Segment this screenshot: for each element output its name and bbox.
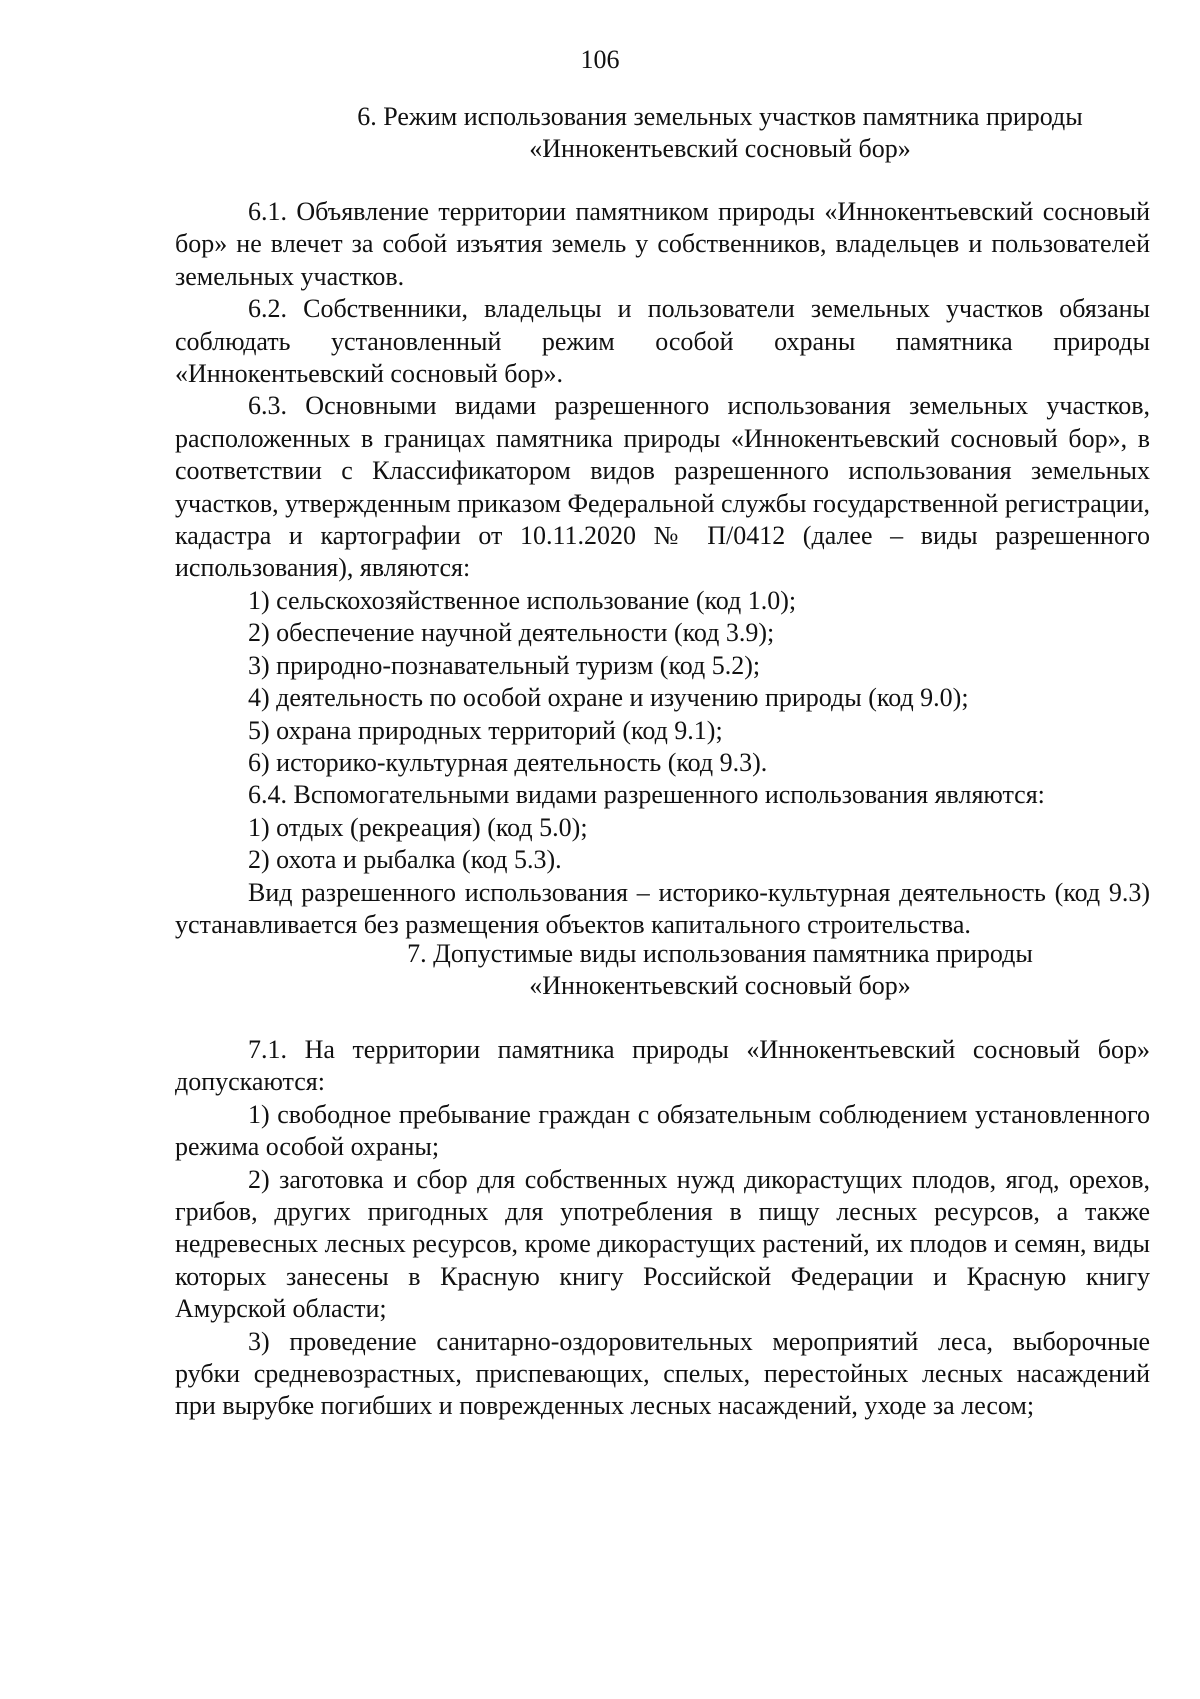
list-item-6-3-3: 3) природно-познавательный туризм (код 5.2); — [248, 650, 761, 680]
section-6-body — [175, 196, 1150, 941]
paragraph-6-1: 6.1. Объявление территории памятником природы «Иннокентьевский сосновый бор» не влечет за собой изъятия земель у собственников, владельцев и пользователей земельных участков. — [175, 197, 1150, 291]
paragraph-7-1: 7.1. На территории памятника природы «Иннокентьевский сосновый бор» допускаются: — [175, 1035, 1150, 1097]
list-item-6-4-2: 2) охота и рыбалка (код 5.3). — [248, 845, 562, 875]
paragraph-6-3: 6.3. Основными видами разрешенного использования земельных участков, расположенных в границах памятника природы «Иннокентьевский сосновый бор», в соответствии с Классификатором видов разрешенного использования земельных участков, утвержденным приказом Федеральной службы государственной регистрации, кадастра и картографии от 10.11.2020 № П/0412 (далее – виды разрешенного использования), являются: — [175, 391, 1150, 583]
paragraph-note: Вид разрешенного использования – историко-культурная деятельность (код 9.3) устанавливается без размещения объектов капитального строительства. — [175, 877, 1150, 939]
paragraph-6-2: 6.2. Собственники, владельцы и пользователи земельных участков обязаны соблюдать установленный режим особой охраны памятника природы «Иннокентьевский сосновый бор». — [175, 294, 1150, 389]
section-6-heading — [290, 101, 1150, 166]
section-7-heading — [290, 938, 1150, 1003]
list-item-6-3-5: 5) охрана природных территорий (код 9.1); — [248, 715, 723, 745]
paragraph-6-4: 6.4. Вспомогательными видами разрешенного использования являются: — [248, 780, 1045, 810]
section-7-body — [175, 1034, 1150, 1423]
list-item-6-3-6: 6) историко-культурная деятельность (код 9.3). — [248, 747, 768, 777]
section-7-title-line1: 7. Допустимые виды использования памятника природы — [407, 939, 1033, 968]
list-item-7-1-3: 3) проведение санитарно-оздоровительных мероприятий леса, выборочные рубки средневозрастных, приспевающих, спелых, перестойных лесных насаждений при вырубке погибших и поврежденных лесных насаждений, уходе за лесом; — [175, 1326, 1150, 1421]
list-item-7-1-1: 1) свободное пребывание граждан с обязательным соблюдением установленного режима особой охраны; — [175, 1099, 1150, 1162]
list-item-6-3-4: 4) деятельность по особой охране и изучению природы (код 9.0); — [248, 683, 969, 713]
page-number: 106 — [580, 45, 620, 74]
list-item-6-4-1: 1) отдых (рекреация) (код 5.0); — [248, 812, 588, 842]
section-6-title-line2: «Иннокентьевский сосновый бор» — [529, 134, 911, 164]
section-6-title-line1: 6. Режим использования земельных участков памятника природы — [357, 102, 1083, 131]
section-7-title-line2: «Иннокентьевский сосновый бор» — [529, 971, 911, 1001]
list-item-6-3-1: 1) сельскохозяйственное использование (код 1.0); — [248, 585, 797, 615]
list-item-6-3-2: 2) обеспечение научной деятельности (код 3.9); — [248, 618, 775, 648]
list-item-7-1-2: 2) заготовка и сбор для собственных нужд дикорастущих плодов, ягод, орехов, грибов, других пригодных для употребления в пищу лесных ресурсов, а также недревесных лесных ресурсов, кроме дикорастущих растений, их плодов и семян, виды которых занесены в Красную книгу Российской Федерации и Красную книгу Амурской области; — [175, 1164, 1150, 1324]
